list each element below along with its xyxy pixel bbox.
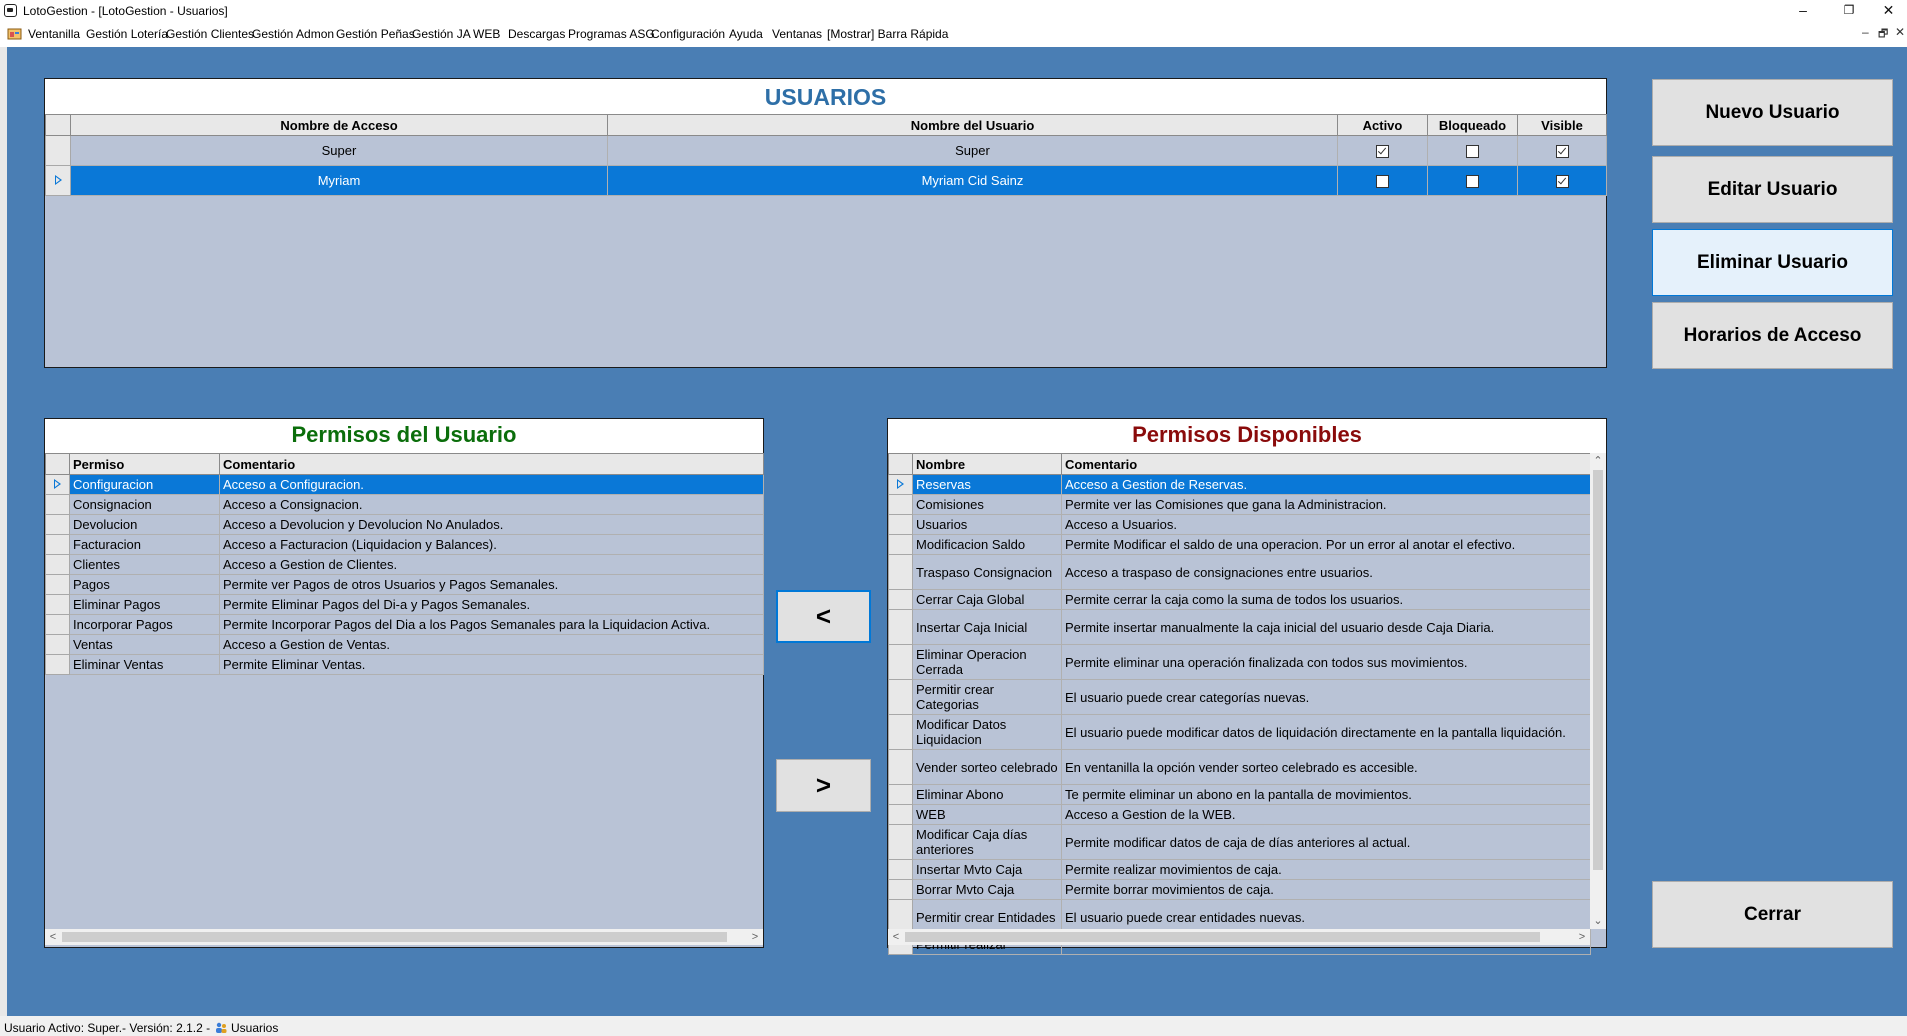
cell-permiso[interactable]: Modificacion Saldo: [913, 535, 1062, 555]
cell-comentario[interactable]: El usuario puede modificar datos de liquidación directamente en la pantalla liquidación.: [1062, 715, 1591, 750]
usuarios-table: [45, 114, 1607, 196]
cell-permiso[interactable]: Comisiones: [913, 495, 1062, 515]
cell-permiso[interactable]: Ventas: [70, 635, 220, 655]
list-item[interactable]: [889, 750, 1591, 785]
cell-permiso[interactable]: Reservas: [913, 475, 1062, 495]
row-header[interactable]: [889, 805, 913, 825]
title-bar: [0, 0, 1907, 22]
row-header[interactable]: [889, 610, 913, 645]
nuevo-usuario-button[interactable]: Nuevo Usuario: [1652, 79, 1893, 146]
menu-ventanilla[interactable]: Ventanilla: [28, 27, 81, 41]
menu-gestion-admon[interactable]: Gestión Admon: [252, 27, 335, 41]
cell-comentario[interactable]: Acceso a Gestion de Ventas.: [220, 635, 764, 655]
minimize-button[interactable]: –: [1799, 2, 1807, 18]
col-nombre-usuario[interactable]: Nombre del Usuario: [608, 115, 1338, 136]
row-header[interactable]: [46, 495, 70, 515]
mdi-child-icon[interactable]: [8, 28, 21, 40]
horarios-acceso-button[interactable]: Horarios de Acceso: [1652, 302, 1893, 369]
list-item[interactable]: [46, 535, 764, 555]
cell-permiso[interactable]: Clientes: [70, 555, 220, 575]
row-header[interactable]: [889, 750, 913, 785]
cell-comentario[interactable]: Permite modificar datos de caja de días anteriores al actual.: [1062, 825, 1591, 860]
row-header[interactable]: [46, 535, 70, 555]
list-item[interactable]: [889, 825, 1591, 860]
move-left-button[interactable]: <: [776, 590, 871, 643]
cell-permiso[interactable]: Facturacion: [70, 535, 220, 555]
cell-comentario[interactable]: Permite borrar movimientos de caja.: [1062, 880, 1591, 900]
menu-configuracion[interactable]: Configuración: [651, 27, 726, 41]
row-header-corner: [46, 454, 70, 475]
row-header[interactable]: [889, 880, 913, 900]
cell-permiso[interactable]: Eliminar Ventas: [70, 655, 220, 675]
col-activo[interactable]: Activo: [1338, 115, 1428, 136]
cell-permiso[interactable]: WEB: [913, 805, 1062, 825]
row-header[interactable]: [889, 495, 913, 515]
cell-permiso[interactable]: Insertar Caja Inicial: [913, 610, 1062, 645]
row-header[interactable]: [46, 615, 70, 635]
list-item-selected[interactable]: [889, 475, 1591, 495]
bloqueado-checkbox[interactable]: [1466, 145, 1479, 158]
cell-comentario[interactable]: Permite Eliminar Pagos del Di-a y Pagos Semanales.: [220, 595, 764, 615]
cell-comentario[interactable]: Acceso a traspaso de consignaciones entre usuarios.: [1062, 555, 1591, 590]
cell-permiso[interactable]: Pagos: [70, 575, 220, 595]
permisos-disponibles-table: [888, 453, 1591, 955]
bloqueado-checkbox[interactable]: [1466, 175, 1479, 188]
scroll-thumb[interactable]: [1593, 470, 1603, 870]
row-header[interactable]: [889, 825, 913, 860]
cell-permiso[interactable]: Permitir crear Entidades: [913, 900, 1062, 935]
cell-permiso[interactable]: Configuracion: [70, 475, 220, 495]
list-item[interactable]: [46, 495, 764, 515]
cell-permiso[interactable]: Vender sorteo celebrado: [913, 750, 1062, 785]
row-header[interactable]: [889, 475, 913, 495]
cell-permiso[interactable]: Usuarios: [913, 515, 1062, 535]
activo-checkbox[interactable]: [1376, 145, 1389, 158]
usuarios-grid: [45, 114, 1606, 367]
cell-comentario[interactable]: Te permite eliminar un abono en la pantalla de movimientos.: [1062, 785, 1591, 805]
row-header-corner: [889, 454, 913, 475]
cell-permiso[interactable]: Eliminar Abono: [913, 785, 1062, 805]
col-nombre-acceso[interactable]: Nombre de Acceso: [71, 115, 608, 136]
row-header[interactable]: [889, 535, 913, 555]
list-item[interactable]: [46, 655, 764, 675]
app-icon: [4, 4, 17, 17]
status-bar: [0, 1016, 1907, 1036]
row-header[interactable]: [889, 785, 913, 805]
cell-comentario[interactable]: Acceso a Gestion de Clientes.: [220, 555, 764, 575]
list-item[interactable]: [46, 555, 764, 575]
scroll-up-icon[interactable]: ⌃: [1593, 455, 1603, 467]
row-header[interactable]: [889, 555, 913, 590]
cell-permiso[interactable]: Consignacion: [70, 495, 220, 515]
cell-comentario[interactable]: Permite cerrar la caja como la suma de todos los usuarios.: [1062, 590, 1591, 610]
row-header[interactable]: [889, 860, 913, 880]
cell-comentario[interactable]: El usuario puede crear entidades nuevas.: [1062, 900, 1591, 935]
cell-comentario[interactable]: Permite insertar manualmente la caja inicial del usuario desde Caja Diaria.: [1062, 610, 1591, 645]
cell-permiso[interactable]: Traspaso Consignacion: [913, 555, 1062, 590]
cell-comentario[interactable]: Acceso a Gestion de Reservas.: [1062, 475, 1591, 495]
status-usuarios-label: Usuarios: [231, 1021, 279, 1035]
row-header[interactable]: [889, 515, 913, 535]
cell-comentario[interactable]: Permite realizar movimientos de caja.: [1062, 860, 1591, 880]
cell-nombre[interactable]: Super: [608, 136, 1338, 166]
list-item[interactable]: [889, 645, 1591, 680]
row-header-corner: [46, 115, 71, 136]
visible-checkbox[interactable]: [1556, 145, 1569, 158]
list-item[interactable]: [889, 880, 1591, 900]
list-item[interactable]: [889, 515, 1591, 535]
scroll-left-icon[interactable]: <: [892, 931, 900, 943]
cell-comentario[interactable]: Acceso a Usuarios.: [1062, 515, 1591, 535]
cell-acceso[interactable]: Myriam: [71, 166, 608, 196]
current-row-icon: [55, 175, 62, 185]
cell-permiso[interactable]: Modificar Caja días anteriores: [913, 825, 1062, 860]
scroll-down-icon[interactable]: ⌄: [1593, 915, 1603, 927]
table-row-selected[interactable]: [46, 166, 1607, 196]
menu-gestion-clientes[interactable]: Gestión Clientes: [166, 27, 255, 41]
scroll-right-icon[interactable]: >: [1578, 931, 1586, 943]
cell-comentario[interactable]: El usuario puede crear categorías nuevas.: [1062, 680, 1591, 715]
scroll-right-icon[interactable]: >: [751, 931, 759, 943]
mdi-minimize-button[interactable]: –: [1862, 25, 1869, 39]
permisos-disponibles-panel: [887, 418, 1607, 948]
col-permiso[interactable]: Permiso: [70, 454, 220, 475]
cell-comentario[interactable]: Acceso a Configuracion.: [220, 475, 764, 495]
menu-ayuda[interactable]: Ayuda: [729, 27, 763, 41]
cell-comentario[interactable]: Acceso a Devolucion y Devolucion No Anulados.: [220, 515, 764, 535]
list-item[interactable]: [889, 590, 1591, 610]
cell-comentario[interactable]: Permite eliminar una operación finalizada con todos sus movimientos.: [1062, 645, 1591, 680]
cell-permiso[interactable]: Eliminar Operacion Cerrada: [913, 645, 1062, 680]
pd-viewport: [888, 453, 1590, 929]
cell-nombre[interactable]: Myriam Cid Sainz: [608, 166, 1338, 196]
list-item-selected[interactable]: [46, 475, 764, 495]
scroll-thumb[interactable]: [62, 932, 727, 942]
cell-permiso[interactable]: Eliminar Pagos: [70, 595, 220, 615]
col-comentario[interactable]: Comentario: [1062, 454, 1591, 475]
list-item[interactable]: [889, 785, 1591, 805]
eliminar-usuario-button[interactable]: Eliminar Usuario: [1652, 229, 1893, 296]
cell-comentario[interactable]: Permite ver Pagos de otros Usuarios y Pagos Semanales.: [220, 575, 764, 595]
row-header[interactable]: [889, 715, 913, 750]
row-header[interactable]: [46, 555, 70, 575]
menu-ventanas[interactable]: Ventanas: [772, 27, 823, 41]
cell-comentario[interactable]: Permite Modificar el saldo de una operacion. Por un error al anotar el efectivo.: [1062, 535, 1591, 555]
restore-button[interactable]: ❐: [1843, 3, 1855, 17]
permisos-disponibles-hscroll[interactable]: [888, 929, 1590, 945]
move-right-button[interactable]: >: [776, 759, 871, 812]
current-row-icon: [54, 479, 61, 489]
scroll-left-icon[interactable]: <: [49, 931, 57, 943]
list-item[interactable]: [889, 535, 1591, 555]
menu-programas-asg[interactable]: Programas ASG: [568, 27, 655, 41]
cell-permiso[interactable]: Permitir crear Categorias: [913, 680, 1062, 715]
window-title: LotoGestion - [LotoGestion - Usuarios]: [23, 4, 228, 18]
menu-gestion-penas[interactable]: Gestión Peñas: [336, 27, 415, 41]
usuarios-title: USUARIOS: [764, 84, 887, 110]
row-header[interactable]: [46, 515, 70, 535]
cell-acceso[interactable]: Super: [71, 136, 608, 166]
permisos-usuario-grid: [45, 453, 763, 947]
list-item[interactable]: [46, 615, 764, 635]
row-header[interactable]: [889, 590, 913, 610]
row-header[interactable]: [46, 475, 70, 495]
list-item[interactable]: [889, 715, 1591, 750]
row-header-current[interactable]: [46, 166, 71, 196]
permisos-usuario-panel: [44, 418, 764, 948]
list-item[interactable]: [46, 575, 764, 595]
menu-descargas[interactable]: Descargas: [508, 27, 566, 41]
row-header[interactable]: [46, 136, 71, 166]
menu-barra-rapida[interactable]: [Mostrar] Barra Rápida: [827, 27, 949, 41]
row-header[interactable]: [889, 645, 913, 680]
permisos-usuario-table: [45, 453, 764, 675]
cell-permiso[interactable]: Devolucion: [70, 515, 220, 535]
table-row[interactable]: [46, 136, 1607, 166]
cell-comentario[interactable]: Permite Incorporar Pagos del Dia a los Pagos Semanales para la Liquidacion Activa.: [220, 615, 764, 635]
permisos-usuario-title: Permisos del Usuario: [291, 422, 517, 447]
list-item[interactable]: [889, 610, 1591, 645]
list-item[interactable]: [889, 860, 1591, 880]
usuarios-panel: [44, 78, 1607, 368]
cell-permiso[interactable]: Insertar Mvto Caja: [913, 860, 1062, 880]
current-row-icon: [897, 479, 904, 489]
cell-comentario[interactable]: Acceso a Facturacion (Liquidacion y Balances).: [220, 535, 764, 555]
list-item[interactable]: [889, 495, 1591, 515]
scroll-thumb[interactable]: [905, 932, 1540, 942]
row-header[interactable]: [46, 595, 70, 615]
mdi-restore-button[interactable]: 🗗: [1878, 28, 1889, 40]
permisos-disponibles-title: Permisos Disponibles: [1132, 422, 1362, 447]
cerrar-button[interactable]: Cerrar: [1652, 881, 1893, 948]
cell-permiso[interactable]: Incorporar Pagos: [70, 615, 220, 635]
permisos-usuario-hscroll[interactable]: [45, 929, 763, 945]
cell-comentario[interactable]: Permite ver las Comisiones que gana la Administracion.: [1062, 495, 1591, 515]
users-icon: [215, 1022, 227, 1033]
row-header[interactable]: [46, 575, 70, 595]
cell-permiso[interactable]: Cerrar Caja Global: [913, 590, 1062, 610]
permisos-disponibles-grid: [888, 453, 1606, 947]
left-dock-edge: [0, 47, 7, 1016]
editar-usuario-button[interactable]: Editar Usuario: [1652, 156, 1893, 223]
menu-gestion-ja[interactable]: Gestión JA: [412, 27, 471, 41]
row-header[interactable]: [889, 680, 913, 715]
cell-comentario[interactable]: Acceso a Consignacion.: [220, 495, 764, 515]
close-window-button[interactable]: ✕: [1882, 2, 1895, 18]
menu-gestion-loteria[interactable]: Gestión Lotería: [86, 27, 169, 41]
cell-permiso[interactable]: Borrar Mvto Caja: [913, 880, 1062, 900]
list-item[interactable]: [46, 635, 764, 655]
status-text: Usuario Activo: Super.- Versión: 2.1.2 -: [4, 1021, 211, 1035]
col-visible[interactable]: Visible: [1518, 115, 1607, 136]
row-header[interactable]: [46, 635, 70, 655]
activo-checkbox[interactable]: [1376, 175, 1389, 188]
visible-checkbox[interactable]: [1556, 175, 1569, 188]
cell-comentario[interactable]: En ventanilla la opción vender sorteo celebrado es accesible.: [1062, 750, 1591, 785]
cell-comentario[interactable]: Acceso a Gestion de la WEB.: [1062, 805, 1591, 825]
col-nombre[interactable]: Nombre: [913, 454, 1062, 475]
col-bloqueado[interactable]: Bloqueado: [1428, 115, 1518, 136]
list-item[interactable]: [46, 515, 764, 535]
list-item[interactable]: [889, 680, 1591, 715]
permisos-disponibles-vscroll[interactable]: [1590, 453, 1606, 929]
row-header[interactable]: [46, 655, 70, 675]
mdi-close-button[interactable]: ✕: [1895, 25, 1906, 39]
cell-permiso[interactable]: Modificar Datos Liquidacion: [913, 715, 1062, 750]
cell-comentario[interactable]: Permite Eliminar Ventas.: [220, 655, 764, 675]
menu-web[interactable]: WEB: [473, 27, 501, 41]
col-comentario[interactable]: Comentario: [220, 454, 764, 475]
list-item[interactable]: [46, 595, 764, 615]
list-item[interactable]: [889, 555, 1591, 590]
list-item[interactable]: [889, 805, 1591, 825]
